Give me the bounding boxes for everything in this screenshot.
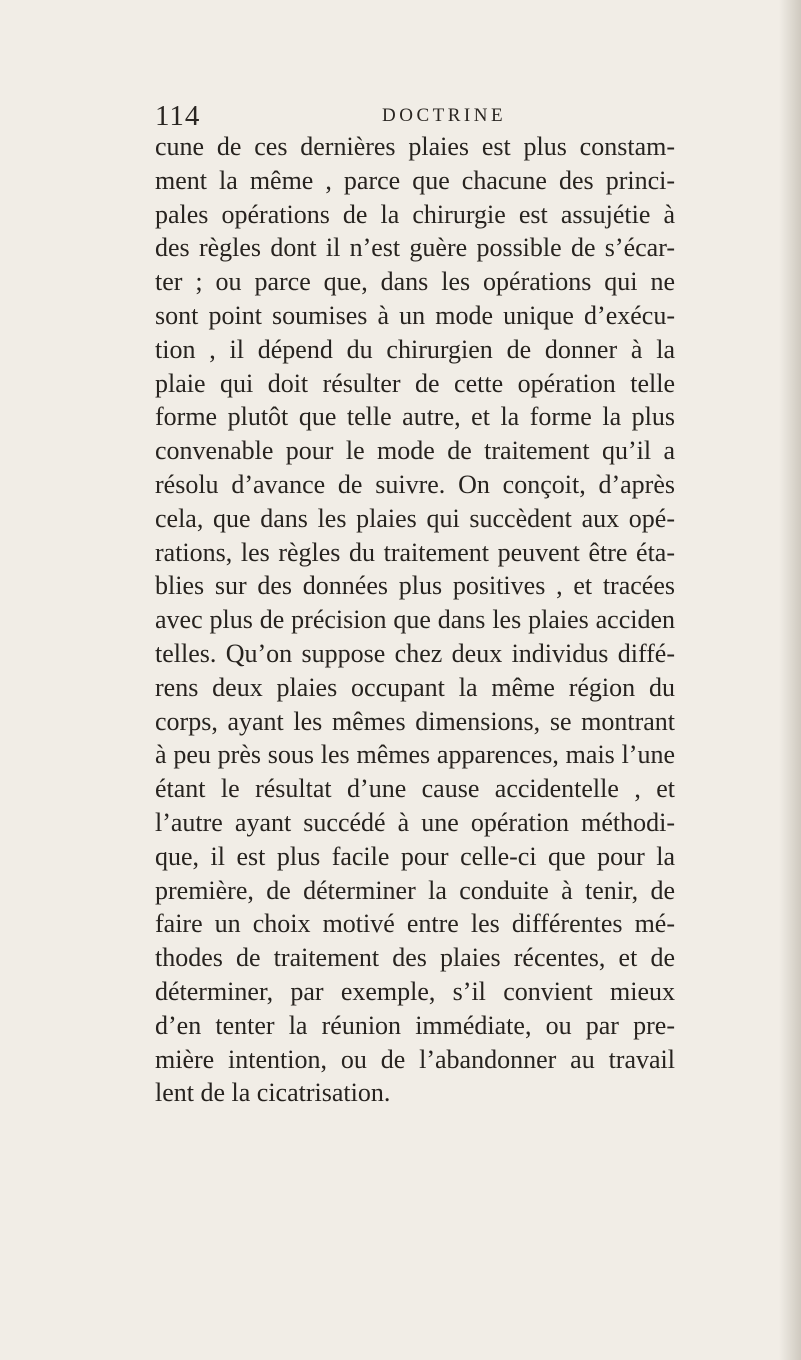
- text-line: ment la même , parce que chacune des princi-: [155, 165, 675, 195]
- text-line: l’autre ayant succédé à une opération méthodi-: [155, 807, 675, 837]
- text-line: mière intention, ou de l’abandonner au travail: [155, 1044, 675, 1074]
- text-line: telles. Qu’on suppose chez deux individus diffé-: [155, 638, 675, 668]
- text-line: cela, que dans les plaies qui succèdent aux opé-: [155, 503, 675, 533]
- text-line: d’en tenter la réunion immédiate, ou par pre-: [155, 1010, 675, 1040]
- text-line: rens deux plaies occupant la même région du: [155, 672, 675, 702]
- page-edge-shadow: [779, 0, 801, 1360]
- text-line: plaie qui doit résulter de cette opération telle: [155, 368, 675, 398]
- text-line: à peu près sous les mêmes apparences, mais l’une: [155, 740, 675, 770]
- text-line: cune de ces dernières plaies est plus constam-: [155, 132, 675, 161]
- text-line: pales opérations de la chirurgie est assujétie à: [155, 199, 675, 229]
- text-line: convenable pour le mode de traitement qu’il a: [155, 436, 675, 466]
- text-line: forme plutôt que telle autre, et la forme la plus: [155, 402, 675, 432]
- text-line: que, il est plus facile pour celle-ci que pour la: [155, 841, 675, 871]
- text-line: corps, ayant les mêmes dimensions, se montrant: [155, 706, 675, 736]
- text-line: blies sur des données plus positives , et tracées: [155, 571, 675, 601]
- text-line: rations, les règles du traitement peuvent être éta-: [155, 537, 675, 567]
- text-line: thodes de traitement des plaies récentes, et de: [155, 943, 675, 973]
- page-header: [155, 96, 665, 132]
- text-line: faire un choix motivé entre les différentes mé-: [155, 909, 675, 939]
- text-line: sont point soumises à un mode unique d’exécu-: [155, 300, 675, 330]
- text-line: avec plus de précision que dans les plaies acciden: [155, 605, 675, 635]
- text-line: des règles dont il n’est guère possible de s’écar-: [155, 233, 675, 263]
- body-text: [155, 130, 675, 1110]
- text-line: première, de déterminer la conduite à tenir, de: [155, 875, 675, 905]
- text-line: tion , il dépend du chirurgien de donner à la: [155, 334, 675, 364]
- text-line: déterminer, par exemple, s’il convient mieux: [155, 976, 675, 1006]
- running-title: DOCTRINE: [382, 105, 507, 126]
- text-line-last: lent de la cicatrisation.: [155, 1078, 391, 1108]
- text-line: étant le résultat d’une cause accidentelle , et: [155, 774, 675, 804]
- text-line: ter ; ou parce que, dans les opérations qui ne: [155, 267, 675, 297]
- text-line: résolu d’avance de suivre. On conçoit, d’après: [155, 469, 675, 499]
- page-number: 114: [155, 100, 201, 132]
